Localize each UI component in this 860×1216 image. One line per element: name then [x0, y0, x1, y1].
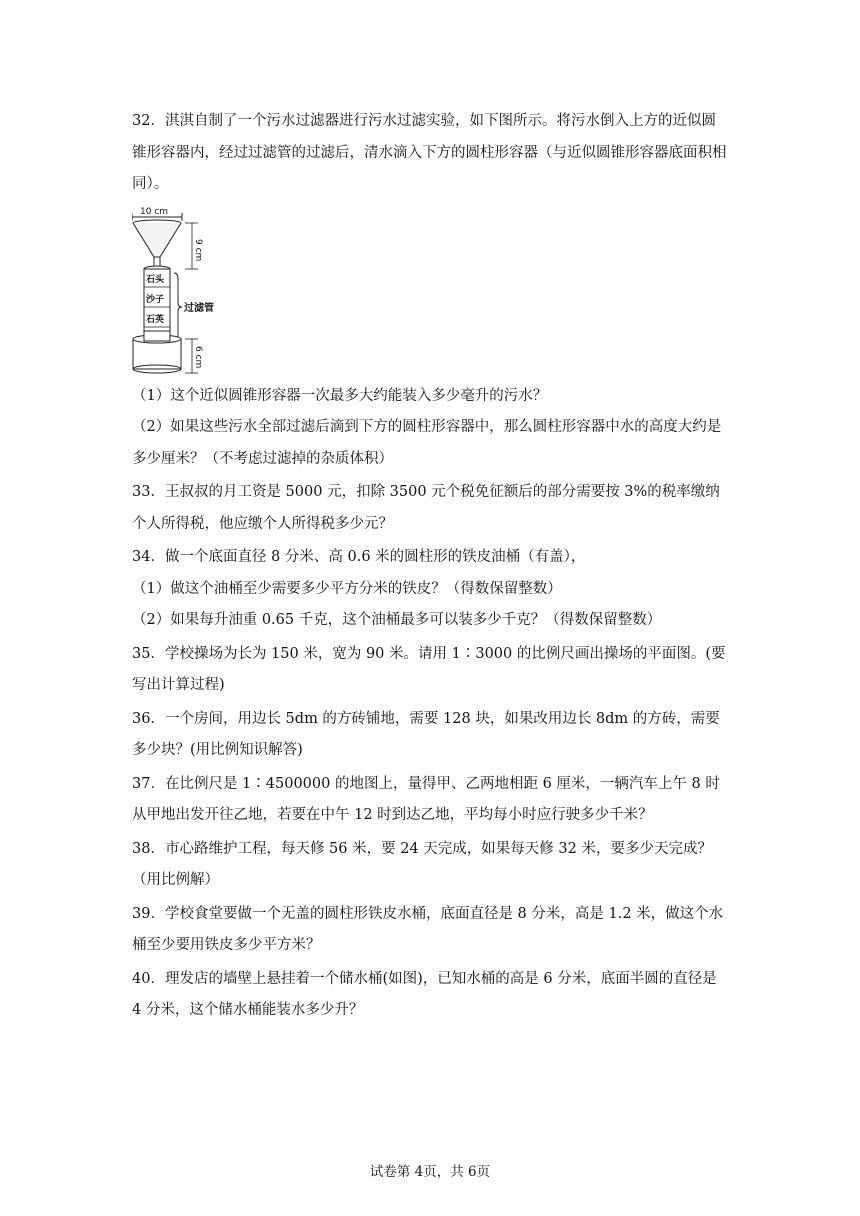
- figure-bottom-height-label: 6 cm: [193, 345, 203, 368]
- question-38: 38．市心路维护工程，每天修 56 米，要 24 天完成，如果每天修 32 米，要多少天完成？（用比例解）: [132, 840, 712, 888]
- question-37: 37．在比例尺是 1∶4500000 的地图上，量得甲、乙两地相距 6 厘米，一辆汽车上午 8 时从甲地出发开往乙地，若要在中午 12 时到达乙地，平均每小时应行驶多少千米？: [132, 775, 720, 823]
- figure-layer-quartz: 石英: [146, 314, 165, 325]
- figure-layer-sand: 沙子: [146, 294, 165, 305]
- figure-cone-height-label: 9 cm: [193, 238, 203, 261]
- question-34-text: 34．做一个底面直径 8 分米、高 0.6 米的圆柱形的铁皮油桶（有盖），: [132, 549, 586, 565]
- filter-figure: [132, 207, 252, 377]
- question-34-sub1: （1）做这个油桶至少需要多少平方分米的铁皮？（得数保留整数）: [132, 580, 562, 597]
- question-32-sub1: （1）这个近似圆锥形容器一次最多大约能装入多少毫升的污水？: [132, 387, 548, 404]
- question-34-sub2: （2）如果每升油重 0.65 千克，这个油桶最多可以装多少千克？（得数保留整数）: [132, 612, 662, 628]
- question-36: 36．一个房间，用边长 5dm 的方砖铺地，需要 128 块，如果改用边长 8dm 的方砖，需要多少块？(用比例知识解答): [132, 710, 720, 758]
- question-35: 35．学校操场为长为 150 米，宽为 90 米。请用 1∶3000 的比例尺画出操场的平面图。(要写出计算过程): [132, 645, 726, 693]
- question-32-text: 32．淇淇自制了一个污水过滤器进行污水过滤实验，如下图所示。将污水倒入上方的近似圆锥形容器内，经过过滤管的过滤后，清水滴入下方的圆柱形容器（与近似圆锥形容器底面积相同）。: [132, 113, 727, 192]
- figure-top-width-label: 10 cm: [140, 206, 169, 217]
- question-33: 33．王叔叔的月工资是 5000 元，扣除 3500 元个税免征额后的部分需要按 3%的税率缴纳个人所得税，他应缴个人所得税多少元？: [132, 484, 720, 532]
- question-39: 39．学校食堂要做一个无盖的圆柱形铁皮水桶，底面直径是 8 分米，高是 1.2 米，做这个水桶至少要用铁皮多少平方米？: [132, 905, 724, 953]
- question-list: [132, 106, 730, 1029]
- question-32-sub2: （2）如果这些污水全部过滤后滴到下方的圆柱形容器中，那么圆柱形容器中水的高度大约是多少厘米？（不考虑过滤掉的杂质体积）: [132, 419, 722, 467]
- page-footer: 试卷第 4页，共 6页: [369, 1164, 491, 1180]
- question-40: 40．理发店的墙壁上悬挂着一个储水桶(如图)，已知水桶的高是 6 分米，底面半圆的直径是 4 分米，这个储水桶能装水多少升？: [132, 970, 717, 1018]
- figure-tube-label: 过滤管: [184, 302, 214, 314]
- figure-layer-stone: 石头: [146, 274, 165, 285]
